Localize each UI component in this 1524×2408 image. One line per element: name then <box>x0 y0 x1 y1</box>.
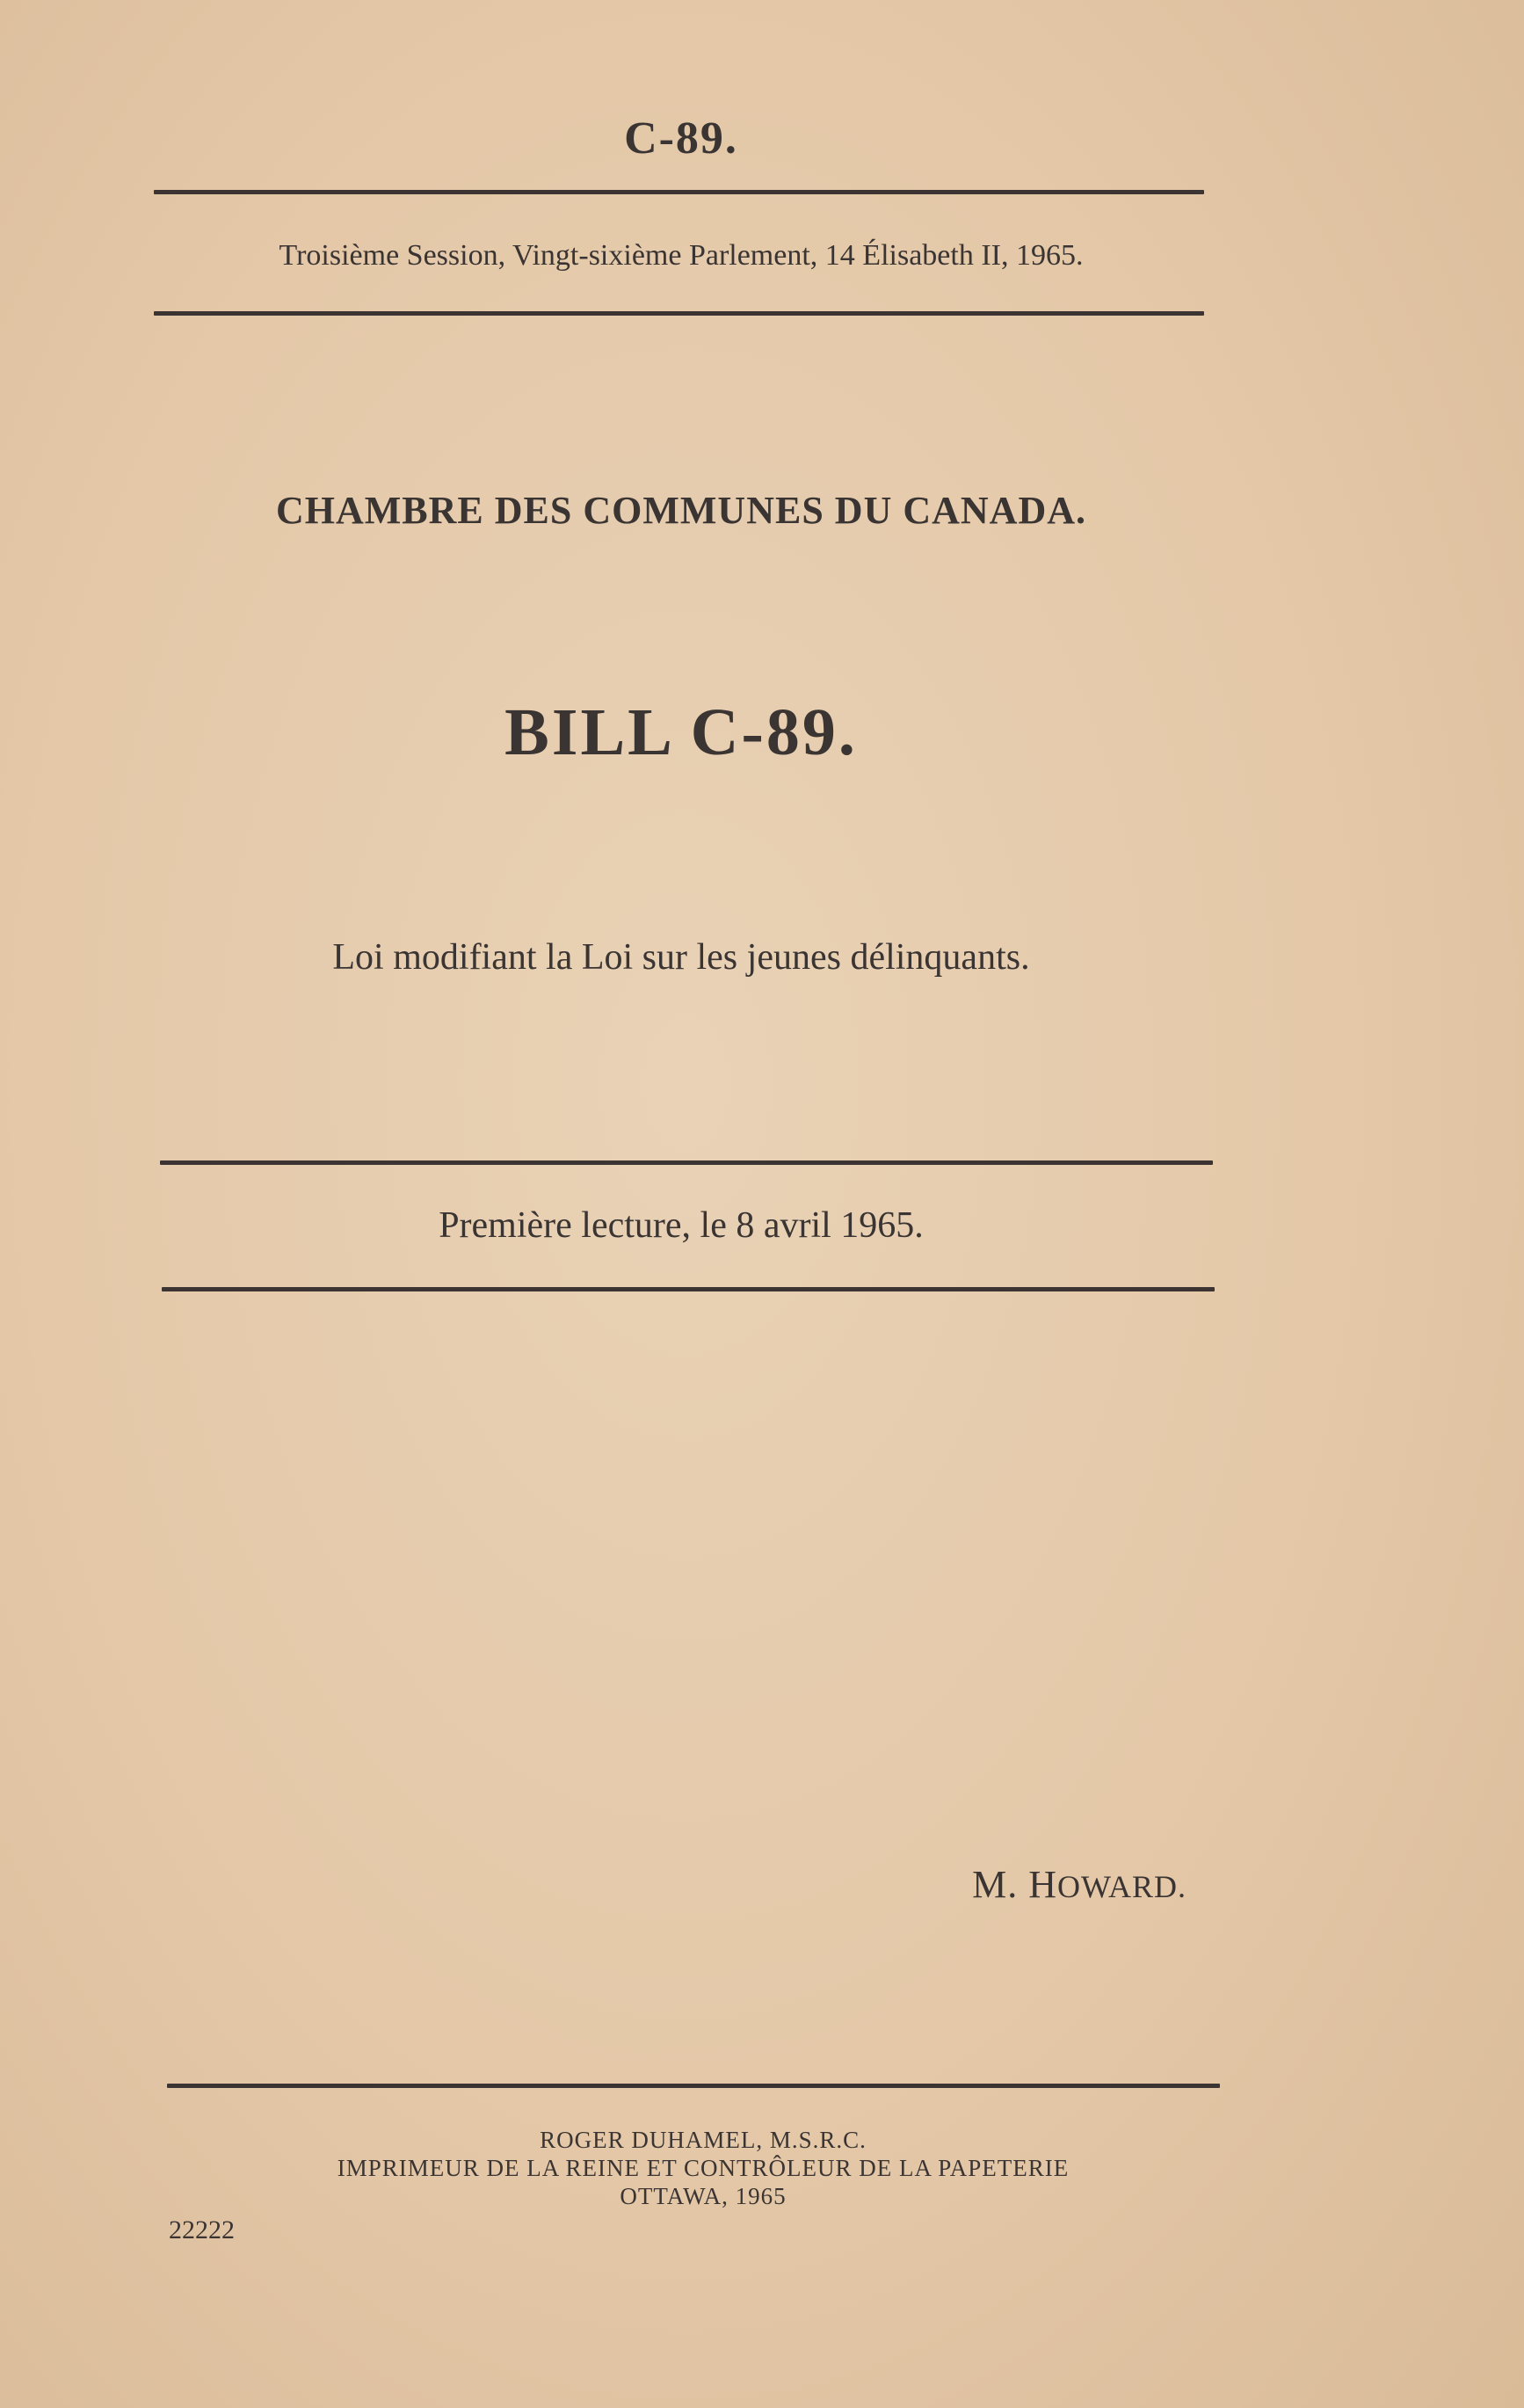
printer-name: ROGER DUHAMEL, M.S.R.C. <box>540 2127 867 2153</box>
first-reading-date: Première lecture, le 8 avril 1965. <box>439 1205 924 1246</box>
sponsor-name-prefix: M. H <box>972 1863 1057 1906</box>
chamber-title: CHAMBRE DES COMMUNES DU CANADA. <box>276 489 1086 532</box>
session-line: Troisième Session, Vingt-sixième Parlement, 14 Élisabeth II, 1965. <box>279 239 1084 272</box>
printer-place: OTTAWA, 1965 <box>620 2183 787 2209</box>
rule-under-session <box>154 311 1204 316</box>
rule-top <box>154 190 1204 194</box>
printer-title: IMPRIMEUR DE LA REINE ET CONTRÔLEUR DE LA PAPETERIE <box>337 2155 1070 2181</box>
bill-subject: Loi modifiant la Loi sur les jeunes délinquants. <box>332 937 1030 978</box>
rule-below-reading <box>162 1287 1215 1291</box>
printer-imprint <box>176 2126 1230 2210</box>
bill-number-header: C-89. <box>624 113 738 164</box>
rule-above-reading <box>160 1160 1213 1165</box>
job-number: 22222 <box>169 2215 235 2244</box>
bill-title: BILL C-89. <box>504 695 858 769</box>
sponsor-name-smallcaps: OWARD. <box>1057 1869 1187 1904</box>
sponsor-name <box>896 1862 1187 1907</box>
rule-above-printer <box>167 2084 1220 2088</box>
